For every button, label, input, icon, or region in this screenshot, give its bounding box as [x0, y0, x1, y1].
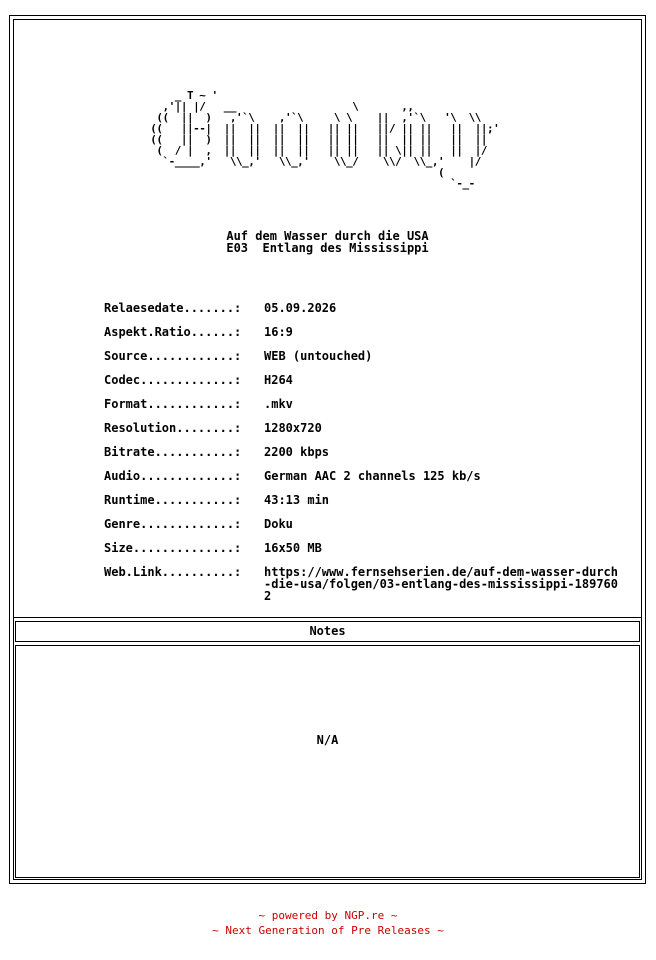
info-key: Genre.............:	[104, 517, 242, 531]
info-key: Codec.............:	[104, 373, 242, 387]
info-row-bitrate	[104, 446, 634, 458]
info-key: Source............:	[104, 349, 242, 363]
info-key: Resolution........:	[104, 421, 242, 435]
info-value: WEB (untouched)	[264, 349, 373, 363]
ascii-logo: _ T ~ ' ,'|| |/ __ \ ,, (( || ) ,'`\ ,'`\ \ \ || ,'`\ '\ \\ (( ||--| || || || || || || ||/ || || || ||;' (( || ) || || || || || || || || || || || ( / | , || || || || || || || \|| || || |/ `-____,' \\_,' \\_,' \\_/ \\/ \\_,' |/ ( `-_-	[150, 89, 500, 190]
nfo-frame	[9, 15, 646, 884]
info-key: Bitrate...........:	[104, 445, 242, 459]
info-key: Runtime...........:	[104, 493, 242, 507]
notes-panel	[15, 645, 640, 878]
info-key: Size..............:	[104, 541, 242, 555]
footer	[0, 908, 656, 938]
nfo-inner-frame	[13, 19, 642, 880]
notes-text: N/A	[316, 733, 339, 747]
web-link[interactable]: https://www.fernsehserien.de/auf-dem-wasser-durch-die-usa/folgen/03-entlang-des-mississippi-1897602	[264, 565, 619, 603]
info-key: Web.Link..........:	[104, 565, 242, 579]
info-row-codec	[104, 374, 634, 386]
info-row-weblink	[104, 566, 634, 602]
info-value: German AAC 2 channels 125 kb/s	[264, 469, 481, 483]
info-value: Doku	[264, 517, 293, 531]
release-episode: E03 Entlang des Mississippi	[226, 241, 429, 255]
info-value: .mkv	[264, 397, 293, 411]
info-row-runtime	[104, 494, 634, 506]
info-key: Aspekt.Ratio......:	[104, 325, 242, 339]
footer-powered-by[interactable]: ~ powered by NGP.re ~	[258, 909, 398, 922]
release-info-panel	[14, 20, 641, 618]
info-row-format	[104, 398, 634, 410]
info-table	[104, 302, 634, 614]
info-value: 16:9	[264, 325, 293, 339]
footer-tagline: ~ Next Generation of Pre Releases ~	[212, 924, 444, 937]
info-value: 05.09.2026	[264, 301, 337, 315]
info-value: 2200 kbps	[264, 445, 330, 459]
info-key: Relaesedate.......:	[104, 301, 242, 315]
info-row-genre	[104, 518, 634, 530]
info-row-audio	[104, 470, 634, 482]
release-title-block	[14, 230, 641, 254]
info-row-source	[104, 350, 634, 362]
info-row-size	[104, 542, 634, 554]
info-key: Format............:	[104, 397, 242, 411]
notes-header: Notes	[15, 621, 640, 642]
info-row-resolution	[104, 422, 634, 434]
info-value: H264	[264, 373, 293, 387]
info-row-releasedate	[104, 302, 634, 314]
info-value: 43:13 min	[264, 493, 330, 507]
info-value: 1280x720	[264, 421, 322, 435]
release-title: Auf dem Wasser durch die USA	[226, 229, 429, 243]
info-key: Audio.............:	[104, 469, 242, 483]
info-row-aspect-ratio	[104, 326, 634, 338]
info-value: 16x50 MB	[264, 541, 322, 555]
